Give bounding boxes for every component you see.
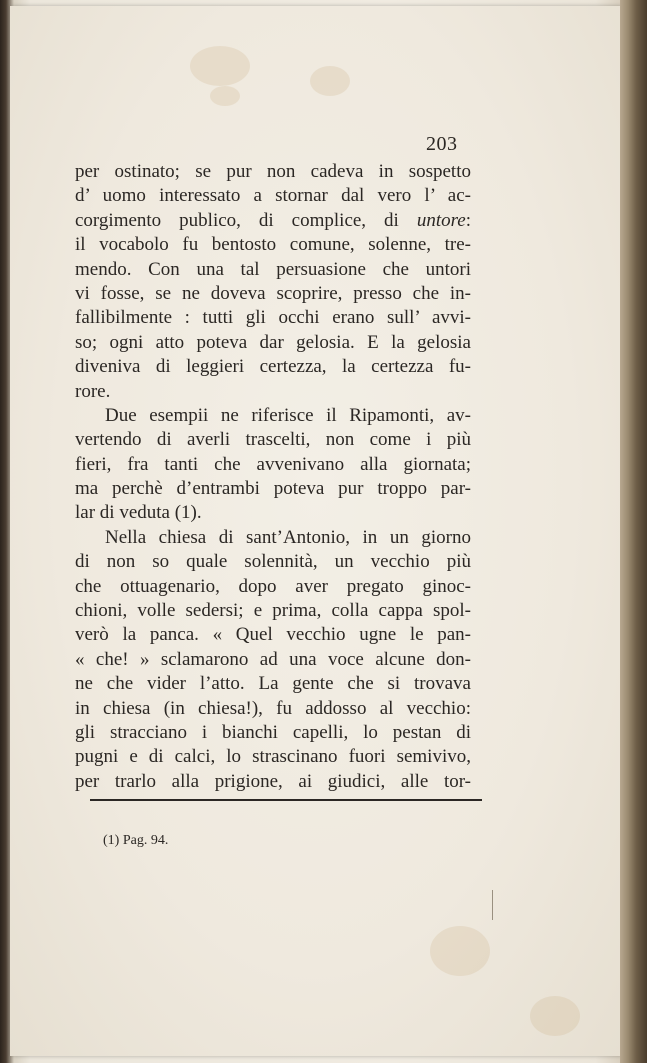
text-line: lar di veduta (1). [75, 502, 202, 524]
book-edge [620, 0, 647, 1063]
text-line: « che! » sclamarono ad una voce alcune don- [75, 648, 471, 670]
page-number: 203 [426, 133, 458, 155]
text-line: chioni, volle sedersi; e prima, colla cappa spol- [75, 600, 471, 622]
text-line: verò la panca. « Quel vecchio ugne le pan- [75, 624, 471, 646]
foxing-stain [190, 46, 250, 86]
text-line: so; ogni atto poteva dar gelosia. E la gelosia [75, 331, 471, 353]
text-line: Nella chiesa di sant’Antonio, in un giorno [105, 526, 471, 548]
text-line: Due esempii ne riferisce il Ripamonti, av- [105, 404, 471, 426]
text-line: per ostinato; se pur non cadeva in sospetto [75, 161, 471, 182]
text-line: ne che vider l’atto. La gente che si trovava [75, 673, 471, 695]
text-line: il vocabolo fu bentosto comune, solenne, tre- [75, 234, 471, 256]
text-line: corgimento publico, di complice, di untore: [75, 209, 471, 231]
text-line: diveniva di leggieri certezza, la certezza fu- [75, 356, 471, 378]
body-text [75, 160, 471, 794]
text-line: fieri, fra tanti che avvenivano alla giornata; [75, 453, 471, 475]
footnote-rule [90, 799, 482, 801]
text-line: che ottuagenario, dopo aver pregato ginoc- [75, 575, 471, 597]
pencil-mark [492, 890, 493, 920]
foxing-stain [430, 926, 490, 976]
foxing-stain [210, 86, 240, 106]
foxing-stain [310, 66, 350, 96]
text-line: in chiesa (in chiesa!), fu addosso al vecchio: [75, 697, 471, 719]
foxing-stain [530, 996, 580, 1036]
text-line: di non so quale solennità, un vecchio più [75, 551, 471, 573]
text-line: mendo. Con una tal persuasione che untori [75, 258, 471, 280]
text-line: ma perchè d’entrambi poteva pur troppo par- [75, 478, 471, 500]
text-line: pugni e di calci, lo strascinano fuori semivivo, [75, 746, 471, 768]
text-line: per trarlo alla prigione, ai giudici, alle tor- [75, 770, 471, 792]
footnote: (1) Pag. 94. [103, 833, 169, 848]
text-line: rore. [75, 380, 111, 402]
text-line: vi fosse, se ne doveva scoprire, presso che in- [75, 282, 471, 304]
text-line: d’ uomo interessato a stornar dal vero l’ ac- [75, 185, 471, 207]
text-line: fallibilmente : tutti gli occhi erano sull’ avvi- [75, 307, 471, 329]
text-line: vertendo di averli trascelti, non come i più [75, 429, 471, 451]
text-line: gli stracciano i bianchi capelli, lo pestan di [75, 721, 471, 743]
